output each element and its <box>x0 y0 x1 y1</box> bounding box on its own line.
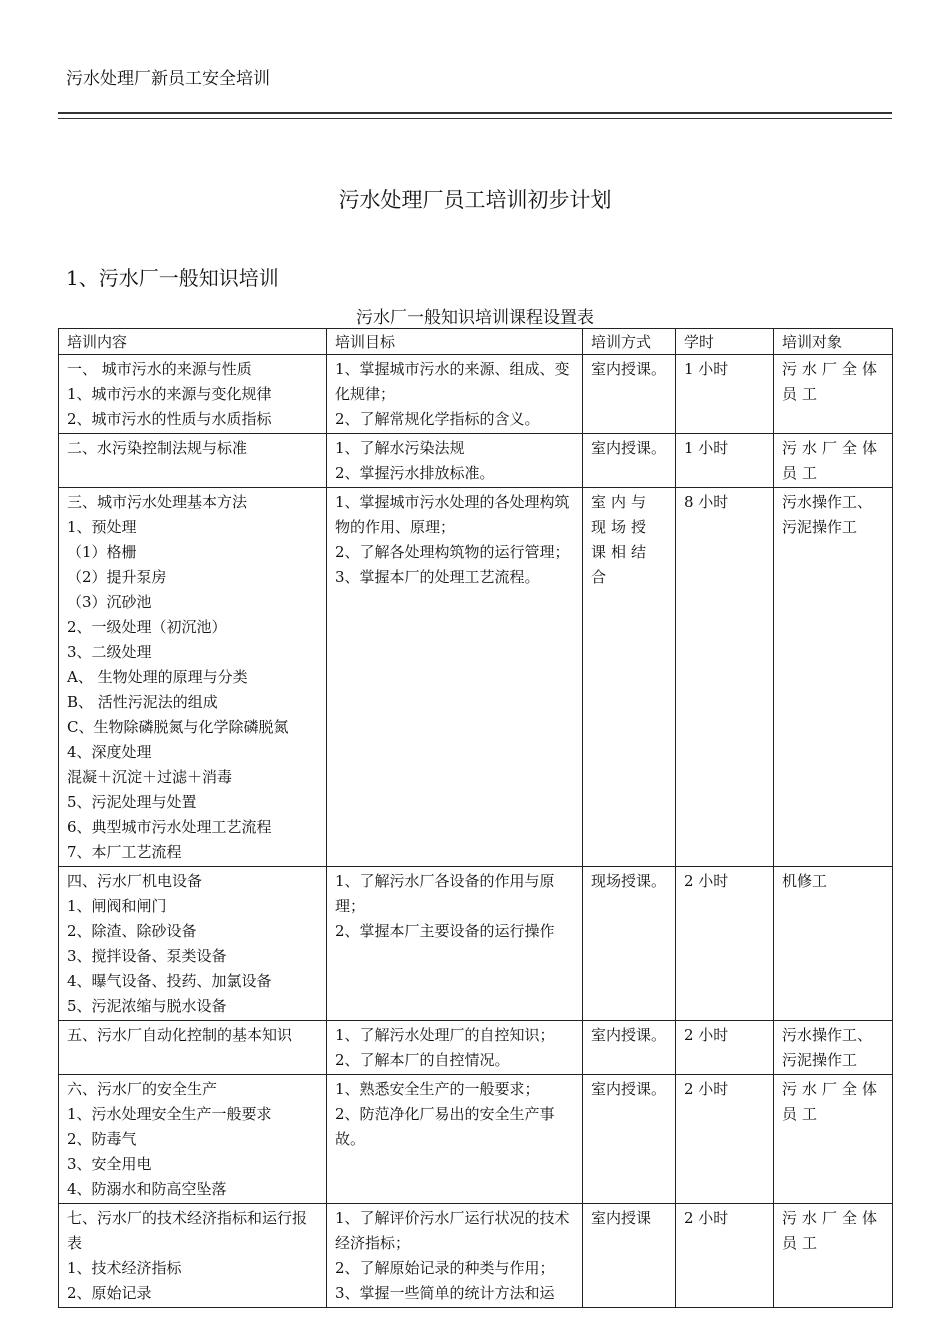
cell-audience: 污水厂全体员工 <box>774 434 893 488</box>
cell-hours: 1 小时 <box>676 434 774 488</box>
page-header: 污水处理厂新员工安全培训 <box>66 69 270 89</box>
content-line: 2、除渣、除砂设备 <box>67 922 197 940</box>
cell-content <box>59 355 327 434</box>
content-line: C、生物除磷脱氮与化学除磷脱氮 <box>67 718 289 736</box>
goal-line: 1、了解污水厂各设备的作用与原理； <box>335 872 555 915</box>
header-hours: 学时 <box>676 329 774 355</box>
content-line: 4、深度处理 <box>67 743 152 761</box>
table-row <box>59 1075 893 1204</box>
header-content: 培训内容 <box>59 329 327 355</box>
cell-hours: 8 小时 <box>676 488 774 867</box>
header-rule-thick <box>58 112 892 114</box>
content-line: 3、二级处理 <box>67 643 152 661</box>
header-method: 培训方式 <box>583 329 676 355</box>
content-line: 1、技术经济指标 <box>67 1259 182 1277</box>
header-goal: 培训目标 <box>327 329 583 355</box>
content-line: 4、曝气设备、投药、加氯设备 <box>67 972 272 990</box>
cell-audience: 污水厂全体员工 <box>774 1204 893 1308</box>
table-header-row <box>59 329 893 355</box>
content-line: 5、污泥处理与处置 <box>67 793 197 811</box>
cell-hours: 2 小时 <box>676 1075 774 1204</box>
goal-line: 2、掌握污水排放标准。 <box>335 464 495 482</box>
goal-line: 2、掌握本厂主要设备的运行操作 <box>335 922 555 940</box>
header-rule-thin <box>58 118 892 119</box>
goal-line: 2、了解各处理构筑物的运行管理； <box>335 543 570 561</box>
content-line: 3、安全用电 <box>67 1155 152 1173</box>
cell-hours: 1 小时 <box>676 355 774 434</box>
content-line: （2）提升泵房 <box>67 568 167 586</box>
content-line: 2、城市污水的性质与水质指标 <box>67 410 272 428</box>
goal-line: 2、防范净化厂易出的安全生产事故。 <box>335 1105 555 1148</box>
section-heading: 1、污水厂一般知识培训 <box>66 266 279 290</box>
cell-method: 室内授课。 <box>583 1075 676 1204</box>
cell-goal <box>327 1021 583 1075</box>
table-row <box>59 434 893 488</box>
goal-line: 1、熟悉安全生产的一般要求； <box>335 1080 540 1098</box>
content-line: 混凝＋沉淀＋过滤＋消毒 <box>67 768 233 786</box>
content-line: 七、污水厂的技术经济指标和运行报表 <box>67 1209 308 1252</box>
course-table <box>58 328 893 1308</box>
goal-line: 1、了解污水处理厂的自控知识； <box>335 1026 555 1044</box>
table-row <box>59 867 893 1021</box>
cell-goal <box>327 867 583 1021</box>
content-line: （3）沉砂池 <box>67 593 152 611</box>
cell-content <box>59 867 327 1021</box>
cell-audience: 污水厂全体员工 <box>774 1075 893 1204</box>
content-line: 一、 城市污水的来源与性质 <box>67 360 252 378</box>
cell-method: 现场授课。 <box>583 867 676 1021</box>
content-line: 1、闸阀和闸门 <box>67 897 167 915</box>
content-line: 1、污水处理安全生产一般要求 <box>67 1105 272 1123</box>
cell-content <box>59 488 327 867</box>
cell-method: 室内授课 <box>583 1204 676 1308</box>
content-line: 3、搅拌设备、泵类设备 <box>67 947 227 965</box>
content-line: 2、防毒气 <box>67 1130 137 1148</box>
table-row <box>59 355 893 434</box>
cell-goal <box>327 355 583 434</box>
cell-goal <box>327 1204 583 1308</box>
cell-hours: 2 小时 <box>676 867 774 1021</box>
goal-line: 1、掌握城市污水处理的各处理构筑物的作用、原理； <box>335 493 570 536</box>
table-row <box>59 1021 893 1075</box>
cell-hours: 2 小时 <box>676 1204 774 1308</box>
table-row <box>59 1204 893 1308</box>
cell-method: 室内授课。 <box>583 1021 676 1075</box>
content-line: A、 生物处理的原理与分类 <box>67 668 248 686</box>
goal-line: 3、掌握本厂的处理工艺流程。 <box>335 568 540 586</box>
cell-method: 室内授课。 <box>583 355 676 434</box>
goal-line: 1、了解评价污水厂运行状况的技术经济指标； <box>335 1209 570 1252</box>
content-line: 4、防溺水和防高空坠落 <box>67 1180 227 1198</box>
goal-line: 2、了解常规化学指标的含义。 <box>335 410 540 428</box>
cell-goal <box>327 1075 583 1204</box>
content-line: 2、原始记录 <box>67 1284 152 1302</box>
cell-goal <box>327 434 583 488</box>
cell-method: 室内与现场授课相结合 <box>583 488 676 867</box>
content-line: 2、一级处理（初沉池） <box>67 618 227 636</box>
cell-audience: 污水操作工、污泥操作工 <box>774 1021 893 1075</box>
cell-content <box>59 1204 327 1308</box>
document-title: 污水处理厂员工培训初步计划 <box>338 188 612 212</box>
cell-audience: 污水厂全体员工 <box>774 355 893 434</box>
table-row <box>59 488 893 867</box>
cell-audience: 机修工 <box>774 867 893 1021</box>
table-caption: 污水厂一般知识培训课程设置表 <box>356 308 594 328</box>
content-line: 六、污水厂的安全生产 <box>67 1080 218 1098</box>
goal-line: 1、掌握城市污水的来源、组成、变化规律； <box>335 360 570 403</box>
header-audience: 培训对象 <box>774 329 893 355</box>
content-line: 1、城市污水的来源与变化规律 <box>67 385 272 403</box>
content-line: 1、预处理 <box>67 518 137 536</box>
content-line: 二、水污染控制法规与标准 <box>67 439 248 457</box>
cell-goal <box>327 488 583 867</box>
goal-line: 2、了解原始记录的种类与作用； <box>335 1259 555 1277</box>
cell-content <box>59 1021 327 1075</box>
content-line: 7、本厂工艺流程 <box>67 843 182 861</box>
content-line: （1）格栅 <box>67 543 137 561</box>
content-line: B、 活性污泥法的组成 <box>67 693 218 711</box>
goal-line: 3、掌握一些简单的统计方法和运 <box>335 1284 555 1302</box>
content-line: 6、典型城市污水处理工艺流程 <box>67 818 272 836</box>
goal-line: 2、了解本厂的自控情况。 <box>335 1051 510 1069</box>
goal-line: 1、了解水污染法规 <box>335 439 465 457</box>
content-line: 五、污水厂自动化控制的基本知识 <box>67 1026 293 1044</box>
cell-method: 室内授课。 <box>583 434 676 488</box>
content-line: 5、污泥浓缩与脱水设备 <box>67 997 227 1015</box>
cell-audience: 污水操作工、污泥操作工 <box>774 488 893 867</box>
cell-hours: 2 小时 <box>676 1021 774 1075</box>
content-line: 四、污水厂机电设备 <box>67 872 203 890</box>
cell-content <box>59 1075 327 1204</box>
cell-content <box>59 434 327 488</box>
content-line: 三、城市污水处理基本方法 <box>67 493 248 511</box>
